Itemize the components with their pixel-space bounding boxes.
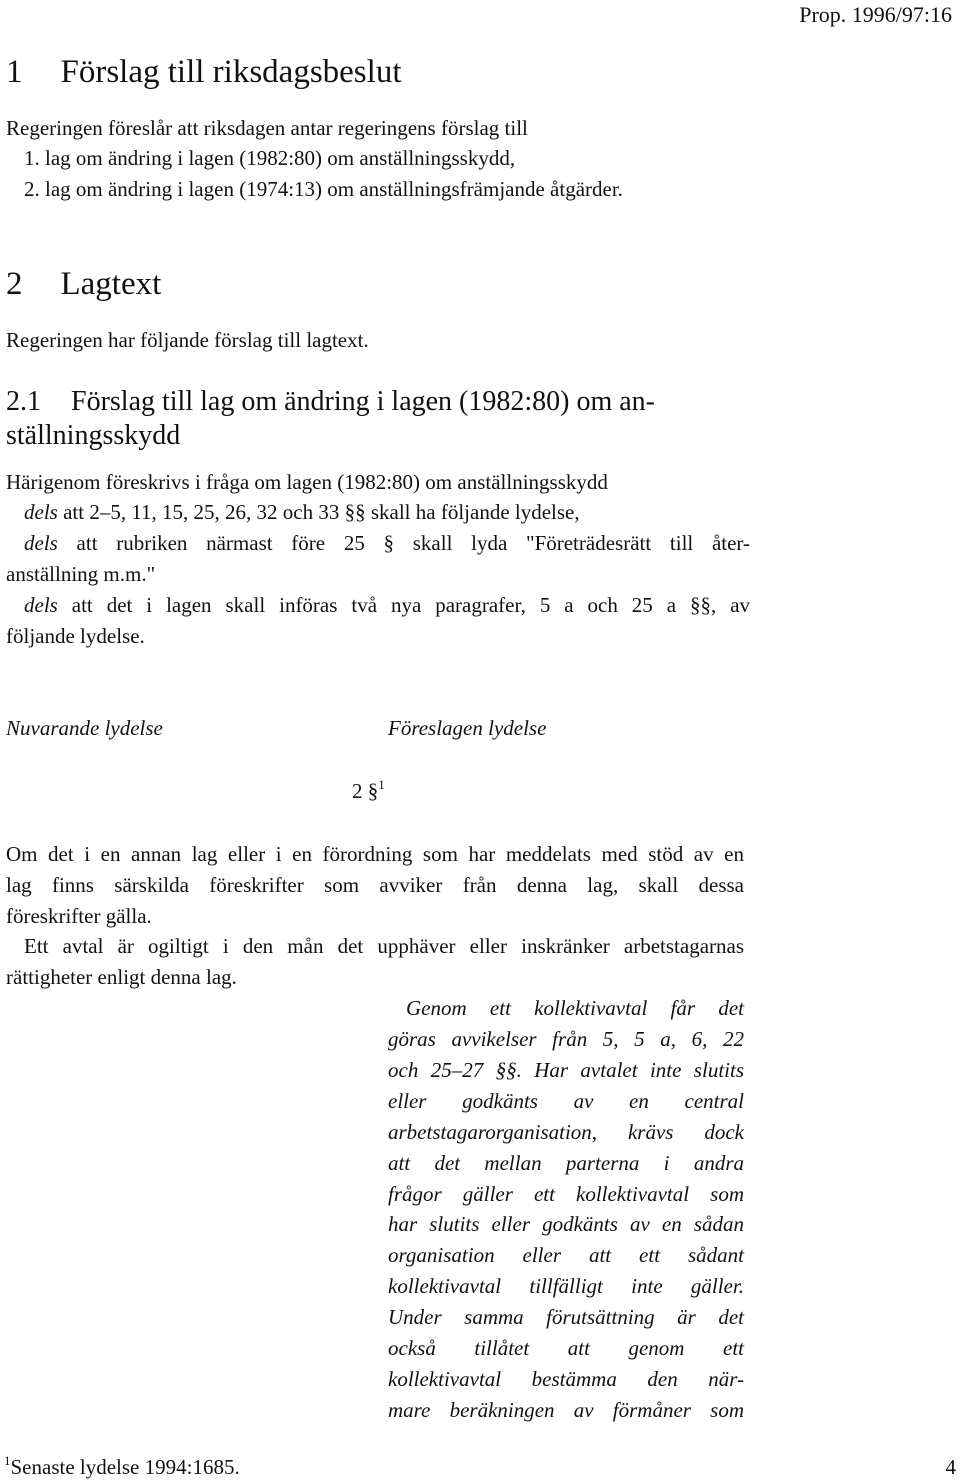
dels-clause-2-line2: anställning m.m." (6, 562, 156, 586)
list-item-2: 2. lag om ändring i lagen (1974:13) om anställningsfrämjande åtgärder. (24, 177, 623, 201)
section-21-title-line2: ställningsskydd (6, 420, 181, 451)
section-1-intro: Regeringen föreslår att riksdagen antar regeringens förslag till (6, 116, 528, 140)
footnote-reference: 1 (378, 777, 385, 792)
section-1-number: 1 (6, 54, 23, 90)
proposed-text-line: kollektivavtal tillfälligt inte gäller. (388, 1274, 744, 1298)
dels-clause-2-text: att rubriken närmast före 25 § skall lyda "Företrädesrätt till åter- (76, 531, 750, 555)
proposed-text-line: mare beräkningen av förmåner som (388, 1398, 744, 1422)
dels-clause-1-text: att 2–5, 11, 15, 25, 26, 32 och 33 §§ skall ha följande lydelse, (63, 500, 580, 524)
common-text-line: Om det i en annan lag eller i en förordning som har meddelats med stöd av en (6, 842, 744, 866)
proposed-text-line: har slutits eller godkänts av en sådan (388, 1212, 744, 1236)
common-text-line: lag finns särskilda föreskrifter som avviker från denna lag, skall dessa (6, 873, 744, 897)
list-item-1: 1. lag om ändring i lagen (1982:80) om anställningsskydd, (24, 146, 516, 170)
paragraph-label: 2 § (352, 779, 379, 803)
proposed-text-line: frågor gäller ett kollektivavtal som (388, 1182, 744, 1206)
footnote (4, 1455, 240, 1480)
proposed-text-line: att det mellan parterna i andra (388, 1151, 744, 1175)
proposed-wording-heading: Föreslagen lydelse (388, 716, 547, 740)
section-21-number: 2.1 (6, 386, 41, 417)
dels-clause-3-text: att det i lagen skall införas två nya paragrafer, 5 a och 25 a §§, av (71, 593, 751, 617)
dels-clause-3-line1 (24, 590, 750, 621)
section-2-number: 2 (6, 266, 23, 302)
common-text-line: föreskrifter gälla. (6, 904, 152, 928)
proposition-reference: Prop. 1996/97:16 (799, 2, 952, 27)
section-2-intro: Regeringen har följande förslag till lagtext. (6, 328, 369, 352)
dels-clause-1 (24, 497, 580, 528)
proposed-text-line: göras avvikelser från 5, 5 a, 6, 22 (388, 1027, 744, 1051)
proposed-text-line: Genom ett kollektivavtal får det (406, 996, 744, 1020)
page-number: 4 (945, 1455, 956, 1479)
proposed-text-line: Under samma förutsättning är det (388, 1305, 744, 1329)
proposed-text-line: eller godkänts av en central (388, 1089, 744, 1113)
proposed-text-line: och 25–27 §§. Har avtalet inte slutits (388, 1058, 744, 1082)
footnote-text: Senaste lydelse 1994:1685. (10, 1455, 240, 1479)
proposed-text-line: organisation eller att ett sådant (388, 1243, 744, 1267)
dels-clause-2-line1 (24, 528, 750, 559)
proposed-text-line: också tillåtet att genom ett (388, 1336, 744, 1360)
footnote-mark: 1 (4, 1453, 11, 1468)
common-text-line: Ett avtal är ogiltigt i den mån det upphäver eller inskränker arbetstagarnas (24, 934, 744, 958)
proposed-text-line: arbetstagarorganisation, krävs dock (388, 1120, 744, 1144)
paragraph-number (352, 776, 385, 807)
section-1-title: Förslag till riksdagsbeslut (60, 54, 402, 90)
enactment-paragraph: Härigenom föreskrivs i fråga om lagen (1982:80) om anställningsskydd (6, 470, 608, 494)
section-2-heading (6, 266, 161, 303)
dels-word: dels (24, 593, 58, 617)
dels-word: dels (24, 531, 58, 555)
dels-clause-3-line2: följande lydelse. (6, 624, 145, 648)
section-2-title: Lagtext (60, 266, 162, 302)
section-1-heading (6, 54, 402, 91)
common-text-line: rättigheter enligt denna lag. (6, 965, 237, 989)
current-wording-heading: Nuvarande lydelse (6, 716, 163, 740)
proposed-text-line: kollektivavtal bestämma den när- (388, 1367, 744, 1391)
section-21-title-line1: Förslag till lag om ändring i lagen (1982:80) om an- (71, 386, 656, 417)
dels-word: dels (24, 500, 58, 524)
